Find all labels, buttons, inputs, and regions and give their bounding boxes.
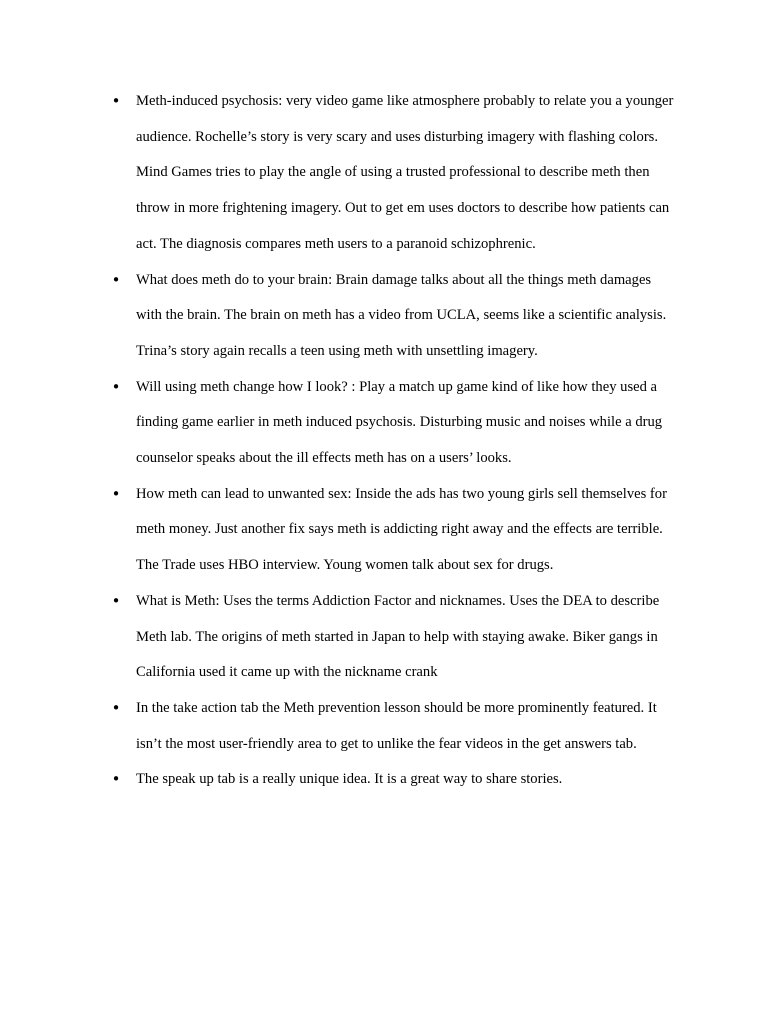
list-item-text: In the take action tab the Meth prevention lesson should be more prominently featured. It isn’t the most user-friendly area to get to unlike the fear videos in the get answers tab. — [136, 699, 657, 752]
list-item — [0, 584, 677, 691]
list-item-text: How meth can lead to unwanted sex: Inside the ads has two young girls sell themselves for meth money. Just another fix says meth is addicting right away and the effects are terrible. The Trade uses HBO interview. Young women talk about sex for drugs. — [136, 485, 667, 574]
list-item — [0, 84, 677, 263]
bullet-icon: • — [111, 377, 121, 396]
bullet-icon: • — [111, 270, 121, 289]
list-item — [0, 762, 677, 798]
list-item-text: What does meth do to your brain: Brain damage talks about all the things meth damages with the brain. The brain on meth has a video from UCLA, seems like a scientific analysis. Trina’s story again recalls a teen using meth with unsettling imagery. — [136, 271, 667, 359]
bullet-icon: • — [111, 770, 121, 789]
bullet-list — [0, 84, 768, 798]
list-item — [0, 477, 677, 584]
list-item-text: The speak up tab is a really unique idea. It is a great way to share stories. — [136, 771, 563, 788]
bullet-icon: • — [111, 484, 121, 503]
bullet-icon: • — [111, 698, 121, 717]
list-item — [0, 691, 677, 762]
bullet-icon: • — [111, 591, 121, 610]
list-item — [0, 370, 677, 477]
list-item-text: Will using meth change how I look? : Play a match up game kind of like how they used a finding game earlier in meth induced psychosis. Disturbing music and noises while a drug counselor speaks about the ill effects meth has on a users’ looks. — [136, 378, 663, 467]
list-item-text: What is Meth: Uses the terms Addiction Factor and nicknames. Uses the DEA to describe Meth lab. The origins of meth started in Japan to help with staying awake. Biker gangs in California used it came up with the nickname crank — [136, 592, 660, 681]
bullet-icon: • — [111, 92, 121, 110]
list-item-text: Meth-induced psychosis: very video game like atmosphere probably to relate you a younger audience. Rochelle’s story is very scary and uses disturbing imagery with flashing colors. Mind Games tries to play the angle of using a trusted professional to describe meth then throw in more frightening imagery. Out to get em uses doctors to describe how patients can act. The diagnosis compares meth users to a paranoid schizophrenic. — [136, 93, 674, 252]
list-item — [0, 263, 677, 370]
